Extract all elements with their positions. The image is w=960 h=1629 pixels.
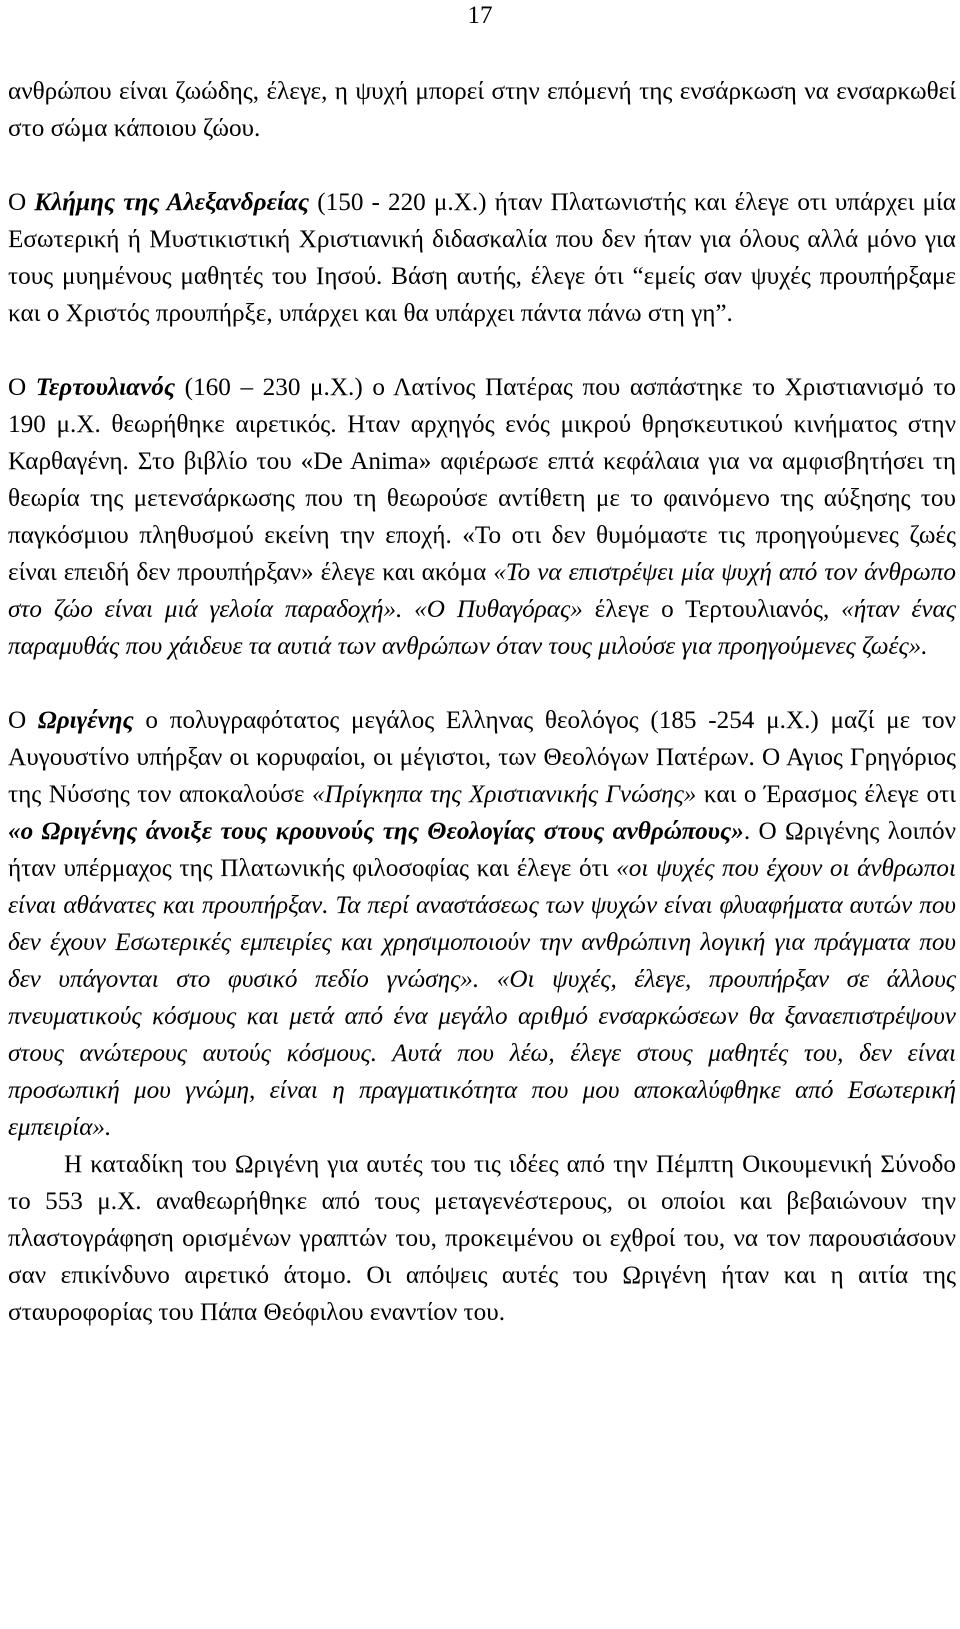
text-run: Ο (8, 374, 36, 401)
text-run: Η καταδίκη του Ωριγένη για αυτές του τις ιδέες από την Πέμπτη Οικουμενική Σύνοδο το 553 μ.Χ. αναθεωρήθηκε από τους μεταγενέστερους, οι οποίοι και βεβαιώνουν την πλαστογράφηση ορισμένων γραπτών του, προκειμένου οι εχθροί του, να τον παρουσιάσουν σαν επικίνδυνο αιρετικό άτομο. Οι απόψεις αυτές του Ωριγένη ήταν και η αιτία της σταυροφορίας του Πάπα Θεόφιλου εναντίον του. (8, 1151, 956, 1326)
italic-quote: «οι ψυχές που έχουν οι άνθρωποι είναι αθάνατες και προυπήρξαν. Τα περί αναστάσεως των ψυχών είναι φλυαφήματα αυτών που δεν έχουν Εσωτερικές εμπειρίες και χρησιμοποιούν την ανθρώπινη λογική για πράγματα που δεν υπάγονται στο φυσικό πεδίο γνώσης». «Οι ψυχές, έλεγε, προυπήρξαν σε άλλους πνευματικούς κόσμους και μετά από ένα μεγάλο αριθμό ενσαρκώσεων θα ξαναεπιστρέψουν στους ανώτερους αυτούς κόσμους. Αυτά που λέω, έλεγε στους μαθητές του, δεν είναι προσωπική μου γνώμη, είναι η πραγματικότητα που μου αποκαλύφθηκε από Εσωτερική εμπειρία». (8, 855, 957, 1141)
paragraph-origen (8, 702, 956, 1146)
person-name-clement: Κλήμης της Αλεξανδρείας (34, 189, 310, 216)
italic-quote: «Πρίγκηπα της Χριστιανικής Γνώσης» (311, 781, 697, 808)
text-run: (160 – 230 μ.Χ.) ο Λατίνος Πατέρας που ασπάστηκε το Χριστιανισμό το 190 μ.Χ. θεωρήθηκε αιρετικός. Ηταν αρχηγός ενός μικρού θρησκευτικού κινήματος στην Καρθαγένη. Στο βιβλίο του «De Anima» αφιέρωσε επτά κεφάλαια για να αμφισβητήσει τη θεωρία της μετενσάρκωσης που τη θεωρούσε αντίθετη με το φαινόμενο της αύξησης του παγκόσμιου πληθυσμού εκείνη την εποχή. «Το οτι δεν θυμόμαστε τις προηγούμενες ζωές είναι επειδή δεν προυπήρξαν» έλεγε και ακόμα (8, 374, 956, 586)
text-run: και ο Έρασμος έλεγε οτι (696, 781, 956, 808)
italic-quote: «Το να επιστρέψει μία ψυχή από τον άνθρωπο στο ζώο είναι μιά γελοία παραδοχή». «Ο Πυθαγόρας» (8, 559, 957, 623)
paragraph-condemnation (8, 1146, 956, 1331)
text-run: . Ο Ωριγένης λοιπόν ήταν υπέρμαχος της Πλατωνικής φιλοσοφίας και έλεγε ότι (8, 818, 956, 882)
text-run: έλεγε ο Τερτουλιανός, (582, 596, 842, 623)
text-run: (150 - 220 μ.Χ.) ήταν Πλατωνιστής και έλεγε οτι υπάρχει μία Εσωτερική ή Μυστικιστική Χριστιανική διδασκαλία που δεν ήταν για όλους αλλά μόνο για τους μυημένους μαθητές του Ιησού. Βάση αυτής, έλεγε ότι “εμείς σαν ψυχές προυπήρξαμε και ο Χριστός προυπήρξε, υπάρχει και θα υπάρχει πάντα πάνω στη γη”. (8, 189, 956, 327)
text-run: Ο (8, 707, 38, 734)
paragraph-clement (8, 184, 956, 332)
body-text (8, 73, 956, 1331)
page-number: 17 (467, 2, 493, 29)
paragraph-tertullian (8, 369, 956, 665)
person-name-origen: Ωριγένης (37, 707, 134, 734)
text-run: Ο (8, 189, 35, 216)
person-name-tertullian: Τερτουλιανός (35, 374, 176, 401)
text-run: ανθρώπου είναι ζωώδης, έλεγε, η ψυχή μπορεί στην επόμενή της ενσάρκωση να ενσαρκωθεί στο σώμα κάποιου ζώου. (8, 78, 956, 142)
paragraph-1 (8, 73, 956, 147)
italic-quote: «ήταν ένας παραμυθάς που χάιδευε τα αυτιά των ανθρώπων όταν τους μιλούσε για προηγούμενες ζωές». (8, 596, 956, 660)
text-run: ο πολυγραφότατος μεγάλος Ελληνας θεολόγος (185 -254 μ.Χ.) μαζί με τον Αυγουστίνο υπήρξαν οι κορυφαίοι, οι μέγιστοι, των Θεολόγων Πατέρων. Ο Αγιος Γρηγόριος της Νύσσης τον αποκαλούσε (8, 707, 956, 808)
bold-italic-quote: «ο Ωριγένης άνοιξε τους κρουνούς της Θεολογίας στους ανθρώπους» (8, 818, 744, 845)
